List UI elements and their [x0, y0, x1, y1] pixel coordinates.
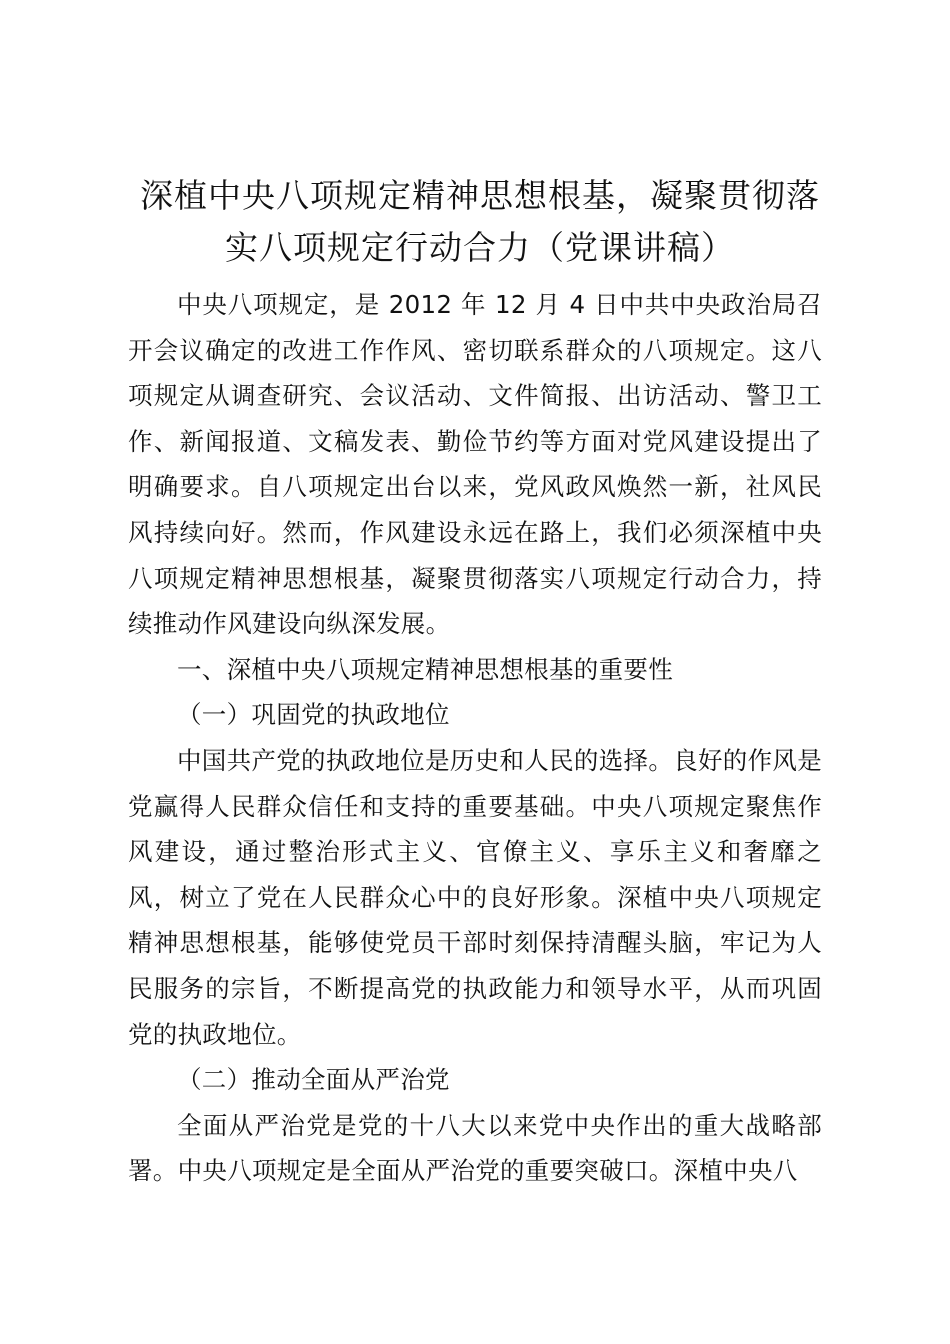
title-line-1: 深植中央八项规定精神思想根基，凝聚贯彻落 — [140, 176, 820, 215]
subsection-1-paragraph: 中国共产党的执政地位是历史和人民的选择。良好的作风是党赢得人民群众信任和支持的重要基础。中央八项规定聚焦作风建设，通过整治形式主义、官僚主义、享乐主义和奢靡之风，树立了党在人民群众心中的良好形象。深植中央八项规定精神思想根基，能够使党员干部时刻保持清醒头脑，牢记为人民服务的宗旨，不断提高党的执政能力和领导水平，从而巩固党的执政地位。 — [128, 745, 822, 1049]
intro-paragraph: 中央八项规定，是 2012 年 12 月 4 日中共中央政治局召开会议确定的改进工作作风、密切联系群众的八项规定。这八项规定从调查研究、会议活动、文件简报、出访活动、警卫工作、新闻报道、文稿发表、勤俭节约等方面对党风建设提出了明确要求。自八项规定出台以来，党风政风焕然一新，社风民风持续向好。然而，作风建设永远在路上，我们必须深植中央八项规定精神思想根基，凝聚贯彻落实八项规定行动合力，持续推动作风建设向纵深发展。 — [128, 290, 822, 639]
subsection-2-heading: （二）推动全面从严治党 — [177, 1065, 450, 1095]
title-line-2: 实八项规定行动合力（党课讲稿） — [225, 228, 735, 267]
subsection-2-paragraph: 全面从严治党是党的十八大以来党中央作出的重大战略部署。中央八项规定是全面从严治党的重要突破口。深植中央八 — [128, 1110, 822, 1186]
subsection-1-heading: （一）巩固党的执政地位 — [177, 700, 450, 730]
section-1-heading: 一、深植中央八项规定精神思想根基的重要性 — [177, 654, 673, 684]
document-title — [110, 170, 850, 274]
document-body — [128, 282, 822, 1194]
